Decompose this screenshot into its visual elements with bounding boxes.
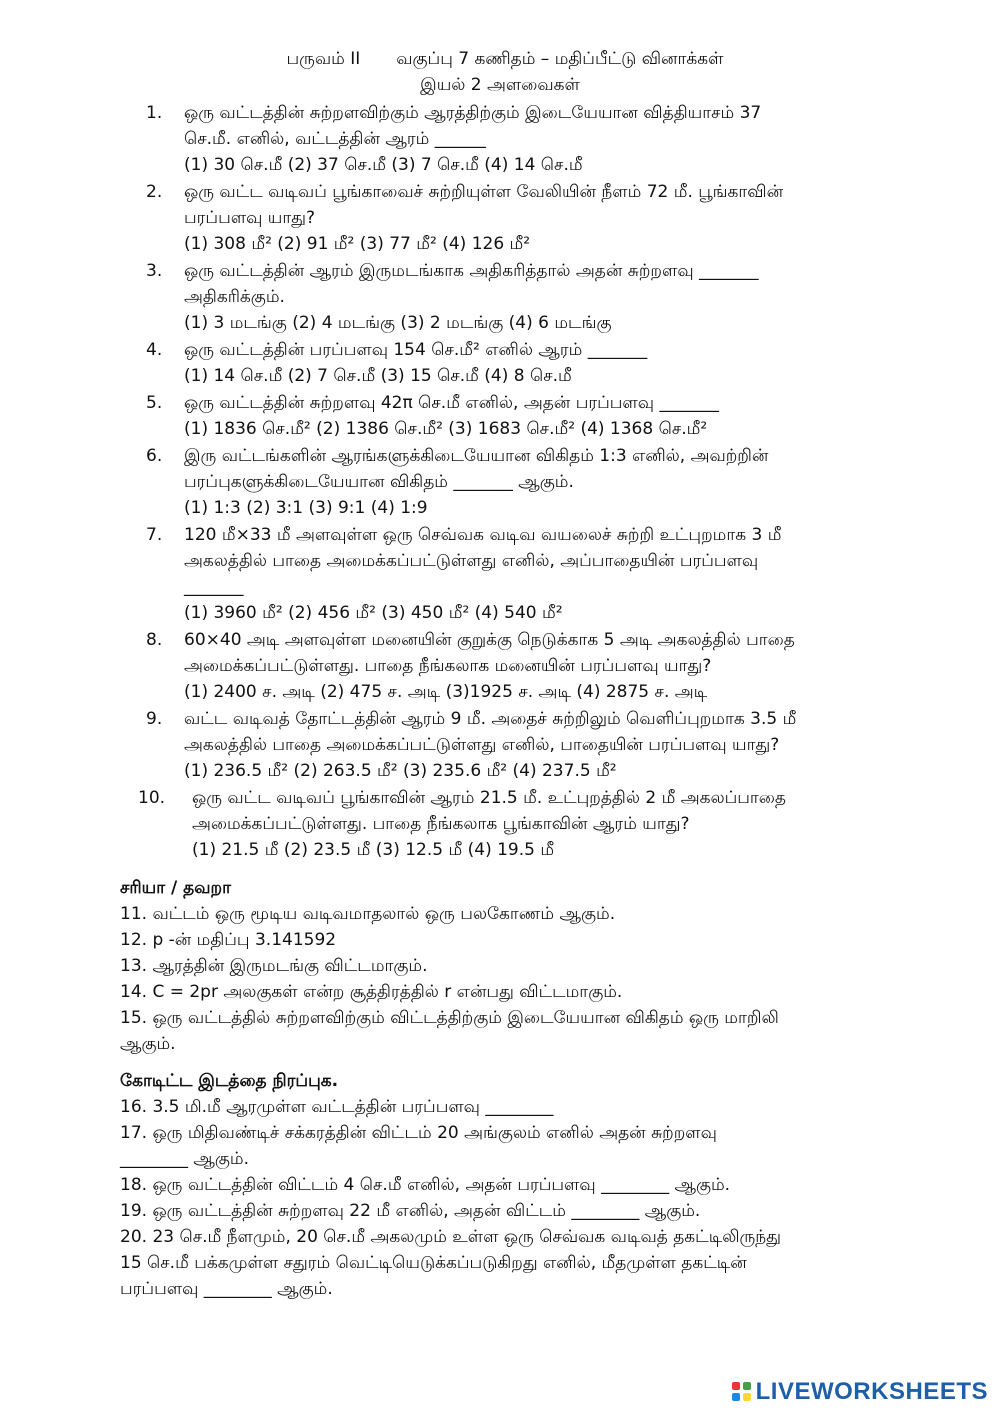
question-number: 2. bbox=[146, 182, 163, 202]
logo-square bbox=[743, 1382, 751, 1390]
statement-line: 15 செ.மீ பக்கமுள்ள சதுரம் வெட்டியெடுக்கப்படுகிறது எனில், மீதமுள்ள தகட்டின் bbox=[120, 1253, 747, 1273]
statement-line: 13. ஆரத்தின் இருமடங்கு விட்டமாகும். bbox=[120, 956, 428, 976]
question-item bbox=[146, 627, 906, 705]
question-text-line: இரு வட்டங்களின் ஆரங்களுக்கிடையேயான விகிதம் 1:3 எனில், அவற்றின் bbox=[184, 446, 769, 466]
statement-line: 11. வட்டம் ஒரு மூடிய வடிவமாதலால் ஒரு பலகோணம் ஆகும். bbox=[120, 904, 616, 924]
statement-line: 16. 3.5 மி.மீ ஆரமுள்ள வட்டத்தின் பரப்பளவு ________ bbox=[120, 1097, 554, 1117]
answer-options: (1) 236.5 மீ² (2) 263.5 மீ² (3) 235.6 மீ² (4) 237.5 மீ² bbox=[184, 761, 617, 781]
logo-grid-icon bbox=[732, 1382, 752, 1402]
question-number: 8. bbox=[146, 630, 163, 650]
question-text-line: ஒரு வட்டத்தின் சுற்றளவிற்கும் ஆரத்திற்கும் இடையேயான வித்தியாசம் 37 bbox=[184, 103, 762, 123]
fill-blank-item bbox=[120, 1198, 920, 1224]
subject-title: வகுப்பு 7 கணிதம் – மதிப்பீட்டு வினாக்கள் bbox=[396, 49, 724, 69]
unit-title: இயல் 2 அளவைகள் bbox=[420, 75, 580, 95]
question-item bbox=[146, 179, 906, 257]
answer-options: (1) 308 மீ² (2) 91 மீ² (3) 77 மீ² (4) 126 மீ² bbox=[184, 234, 531, 254]
answer-options: (1) 14 செ.மீ (2) 7 செ.மீ (3) 15 செ.மீ (4) 8 செ.மீ bbox=[184, 366, 572, 386]
question-item bbox=[146, 337, 906, 389]
answer-options: (1) 2400 ச. அடி (2) 475 ச. அடி (3)1925 ச. அடி (4) 2875 ச. அடி bbox=[184, 682, 708, 702]
fill-blanks-section bbox=[120, 1068, 920, 1302]
question-text-line: 60×40 அடி அளவுள்ள மனையின் குறுக்கு நெடுக்காக 5 அடி அகலத்தில் பாதை bbox=[184, 630, 795, 650]
true-false-item bbox=[120, 953, 920, 979]
question-item bbox=[146, 443, 906, 521]
statement-line: பரப்பளவு ________ ஆகும். bbox=[120, 1279, 333, 1299]
question-text-line: செ.மீ. எனில், வட்டத்தின் ஆரம் ______ bbox=[184, 129, 486, 149]
true-false-section bbox=[120, 875, 920, 1057]
question-text-line: அமைக்கப்பட்டுள்ளது. பாதை நீங்கலாக பூங்காவின் ஆரம் யாது? bbox=[192, 814, 690, 834]
true-false-item bbox=[120, 979, 920, 1005]
question-text-line: 120 மீ×33 மீ அளவுள்ள ஒரு செவ்வக வடிவ வயலைச் சுற்றி உட்புறமாக 3 மீ bbox=[184, 525, 782, 545]
fill-blank-item bbox=[120, 1120, 920, 1172]
question-item bbox=[138, 785, 906, 863]
question-number: 3. bbox=[146, 261, 163, 281]
question-text-line: அகலத்தில் பாதை அமைக்கப்பட்டுள்ளது எனில், அப்பாதையின் பரப்பளவு bbox=[184, 551, 759, 571]
question-text-line: ஒரு வட்டத்தின் பரப்பளவு 154 செ.மீ² எனில் ஆரம் _______ bbox=[184, 340, 648, 360]
question-number: 6. bbox=[146, 446, 163, 466]
question-item bbox=[146, 706, 906, 784]
question-item bbox=[146, 258, 906, 336]
answer-options: (1) 21.5 மீ (2) 23.5 மீ (3) 12.5 மீ (4) 19.5 மீ bbox=[192, 840, 555, 860]
question-text-line: பரப்புகளுக்கிடையேயான விகிதம் _______ ஆகும். bbox=[184, 472, 574, 492]
question-number: 4. bbox=[146, 340, 163, 360]
true-false-item bbox=[120, 901, 920, 927]
question-text-line: ஒரு வட்ட வடிவப் பூங்காவைச் சுற்றியுள்ள வேலியின் நீளம் 72 மீ. பூங்காவின் bbox=[184, 182, 784, 202]
question-number: 1. bbox=[146, 103, 163, 123]
answer-options: (1) 3 மடங்கு (2) 4 மடங்கு (3) 2 மடங்கு (4) 6 மடங்கு bbox=[184, 313, 612, 333]
answer-options: (1) 1836 செ.மீ² (2) 1386 செ.மீ² (3) 1683 செ.மீ² (4) 1368 செ.மீ² bbox=[184, 419, 708, 439]
fill-blank-item bbox=[120, 1172, 920, 1198]
question-text-line: அகலத்தில் பாதை அமைக்கப்பட்டுள்ளது எனில், பாதையின் பரப்பளவு யாது? bbox=[184, 735, 780, 755]
worksheet-header bbox=[0, 46, 1000, 98]
statement-line: 14. C = 2pr அலகுகள் என்ற சூத்திரத்தில் r என்பது விட்டமாகும். bbox=[120, 982, 623, 1002]
question-text-line: அமைக்கப்பட்டுள்ளது. பாதை நீங்கலாக மனையின் பரப்பளவு யாது? bbox=[184, 656, 712, 676]
question-text-line: அதிகரிக்கும். bbox=[184, 287, 285, 307]
question-text-line: _______ bbox=[184, 577, 244, 597]
fill-blank-item bbox=[120, 1094, 920, 1120]
statement-line: 18. ஒரு வட்டத்தின் விட்டம் 4 செ.மீ எனில், அதன் பரப்பளவு ________ ஆகும். bbox=[120, 1175, 731, 1195]
question-number: 7. bbox=[146, 525, 163, 545]
true-false-item bbox=[120, 1005, 920, 1057]
question-number: 10. bbox=[138, 788, 166, 808]
statement-line: 15. ஒரு வட்டத்தில் சுற்றளவிற்கும் விட்டத்திற்கும் இடையேயான விகிதம் ஒரு மாறிலி bbox=[120, 1008, 779, 1028]
answer-options: (1) 3960 மீ² (2) 456 மீ² (3) 450 மீ² (4) 540 மீ² bbox=[184, 603, 563, 623]
liveworksheets-logo: LIVEWORKSHEETS bbox=[732, 1379, 988, 1405]
logo-square bbox=[743, 1393, 751, 1401]
question-item bbox=[146, 390, 906, 442]
statement-line: ஆகும். bbox=[120, 1034, 176, 1054]
question-text-line: வட்ட வடிவத் தோட்டத்தின் ஆரம் 9 மீ. அதைச் சுற்றிலும் வெளிப்புறமாக 3.5 மீ bbox=[184, 709, 797, 729]
logo-square bbox=[732, 1382, 740, 1390]
fill-blank-item bbox=[120, 1224, 920, 1302]
fill-blanks-title: கோடிட்ட இடத்தை நிரப்புக. bbox=[120, 1071, 339, 1091]
mcq-section bbox=[138, 100, 906, 864]
statement-line: 12. p -ன் மதிப்பு 3.141592 bbox=[120, 930, 337, 950]
question-item bbox=[146, 100, 906, 178]
logo-square bbox=[732, 1393, 740, 1401]
statement-line: 20. 23 செ.மீ நீளமும், 20 செ.மீ அகலமும் உள்ள ஒரு செவ்வக வடிவத் தகட்டிலிருந்து bbox=[120, 1227, 781, 1247]
answer-options: (1) 30 செ.மீ (2) 37 செ.மீ (3) 7 செ.மீ (4) 14 செ.மீ bbox=[184, 155, 583, 175]
statement-line: 17. ஒரு மிதிவண்டிச் சக்கரத்தின் விட்டம் 20 அங்குலம் எனில் அதன் சுற்றளவு bbox=[120, 1123, 717, 1143]
statement-line: ________ ஆகும். bbox=[120, 1149, 249, 1169]
question-number: 5. bbox=[146, 393, 163, 413]
true-false-item bbox=[120, 927, 920, 953]
question-item bbox=[146, 522, 906, 626]
question-text-line: ஒரு வட்ட வடிவப் பூங்காவின் ஆரம் 21.5 மீ. உட்புறத்தில் 2 மீ அகலப்பாதை bbox=[192, 788, 786, 808]
question-text-line: ஒரு வட்டத்தின் சுற்றளவு 42π செ.மீ எனில், அதன் பரப்பளவு _______ bbox=[184, 393, 719, 413]
question-text-line: ஒரு வட்டத்தின் ஆரம் இருமடங்காக அதிகரித்தால் அதன் சுற்றளவு _______ bbox=[184, 261, 759, 281]
term-label: பருவம் II bbox=[286, 49, 361, 69]
answer-options: (1) 1:3 (2) 3:1 (3) 9:1 (4) 1:9 bbox=[184, 498, 428, 518]
statement-line: 19. ஒரு வட்டத்தின் சுற்றளவு 22 மீ எனில், அதன் விட்டம் ________ ஆகும். bbox=[120, 1201, 701, 1221]
true-false-title: சரியா / தவறா bbox=[120, 878, 231, 898]
question-text-line: பரப்பளவு யாது? bbox=[184, 208, 315, 228]
question-number: 9. bbox=[146, 709, 163, 729]
